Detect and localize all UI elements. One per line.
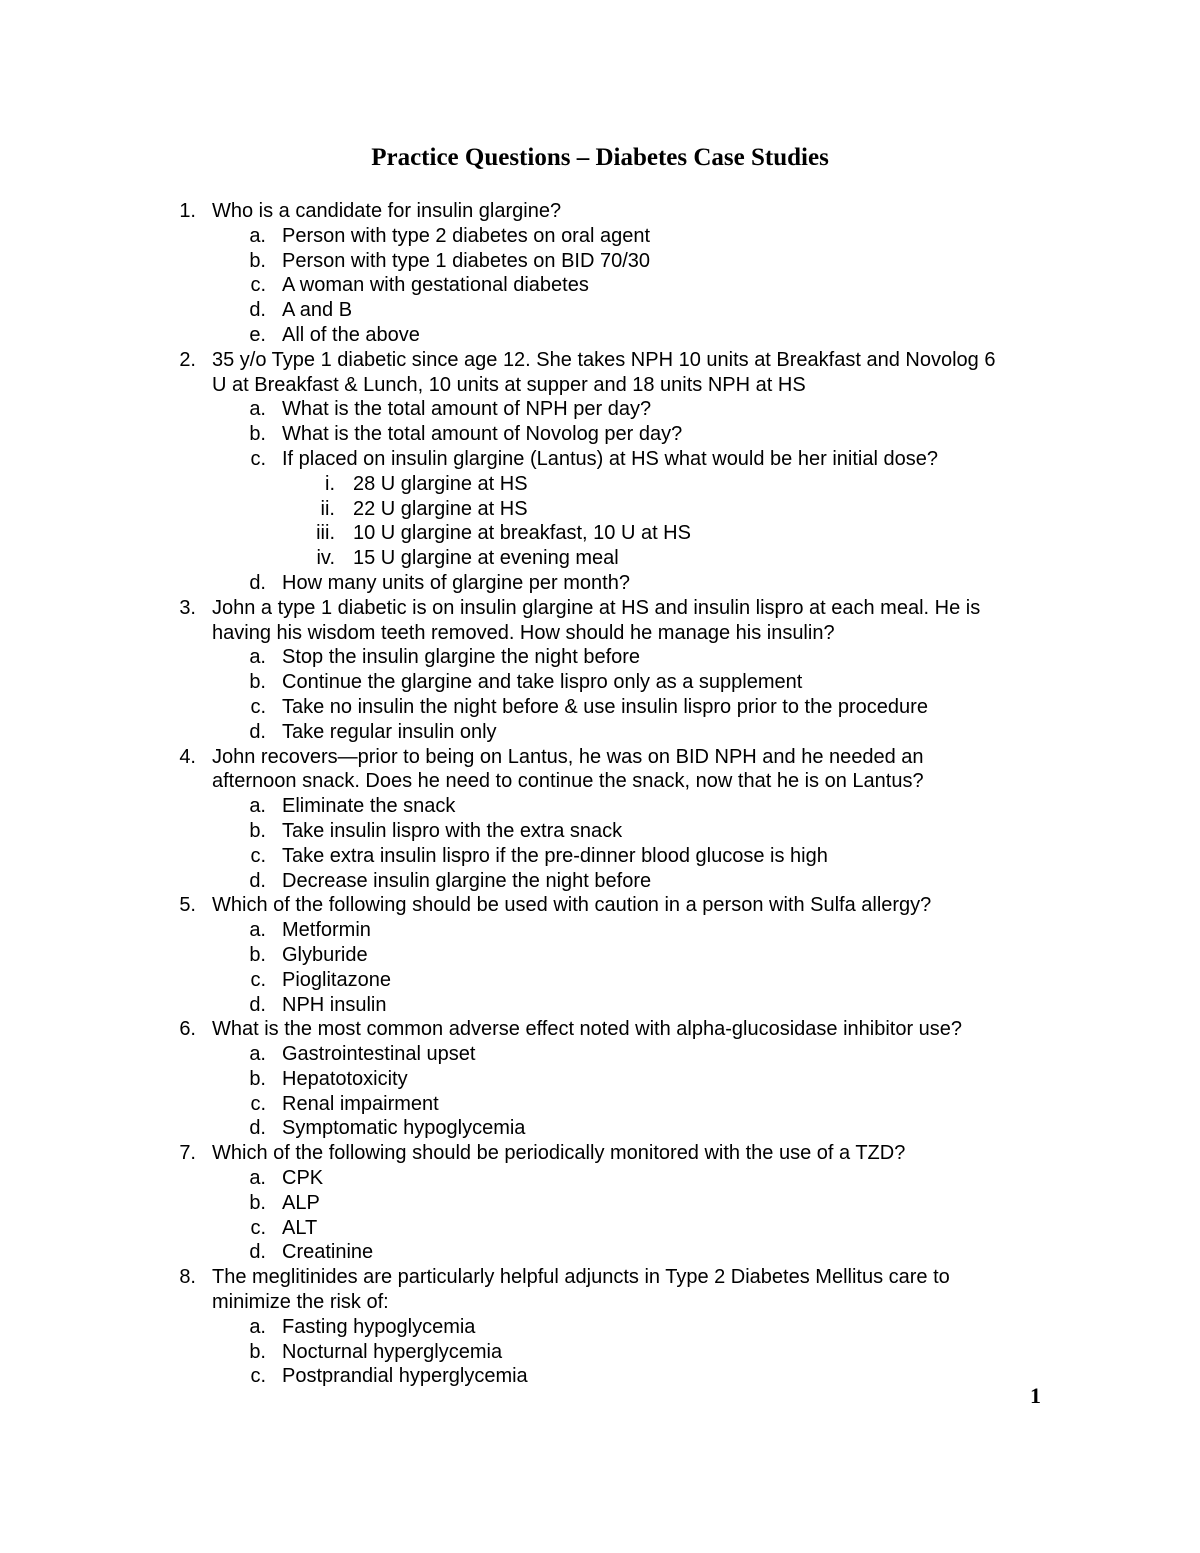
question-3-marker: 3. [179, 596, 196, 619]
answer-option-text: Glyburide [282, 943, 368, 966]
answer-option [0, 695, 1200, 720]
answer-sub-option-marker: iv. [316, 547, 335, 570]
answer-option-marker: a. [249, 1315, 266, 1338]
answer-sub-option [0, 521, 1200, 546]
answer-option-text: Continue the glargine and take lispro only as a supplement [282, 671, 803, 694]
question-3-text: John a type 1 diabetic is on insulin glargine at HS and insulin lispro at each meal. He is [212, 596, 981, 619]
answer-sub-option-text: 28 U glargine at HS [353, 472, 528, 495]
answer-sub-option [0, 472, 1200, 497]
answer-option-marker: d. [249, 869, 266, 892]
answer-option [0, 645, 1200, 670]
answer-option [0, 943, 1200, 968]
answer-option-text: Metformin [282, 919, 371, 942]
answer-option-marker: d. [249, 720, 266, 743]
answer-option-text: What is the total amount of Novolog per day? [282, 423, 683, 446]
question-3-continued [0, 621, 1200, 646]
answer-option [0, 447, 1200, 472]
answer-option-marker: b. [249, 943, 266, 966]
answer-option [0, 1191, 1200, 1216]
answer-option [0, 993, 1200, 1018]
answer-option-text: NPH insulin [282, 993, 387, 1016]
answer-option [0, 298, 1200, 323]
answer-option-text: If placed on insulin glargine (Lantus) at HS what would be her initial dose? [282, 447, 938, 470]
answer-option-marker: b. [249, 1191, 266, 1214]
question-7 [0, 1141, 1200, 1166]
answer-option-marker: d. [249, 299, 266, 322]
question-1-marker: 1. [179, 200, 196, 222]
answer-option [0, 1166, 1200, 1191]
question-8-continued-text: minimize the risk of: [212, 1291, 389, 1314]
answer-option-marker: c. [250, 1365, 266, 1388]
answer-option-marker: b. [249, 423, 266, 446]
answer-option-text: Fasting hypoglycemia [282, 1315, 476, 1338]
answer-option-text: Postprandial hyperglycemia [282, 1365, 528, 1388]
answer-sub-option-marker: i. [325, 472, 335, 495]
question-6-text: What is the most common adverse effect noted with alpha-glucosidase inhibitor use? [212, 1018, 963, 1041]
answer-option [0, 968, 1200, 993]
answer-option-marker: b. [249, 249, 266, 272]
answer-option-text: Symptomatic hypoglycemia [282, 1117, 526, 1140]
answer-option [0, 273, 1200, 298]
answer-option-marker: c. [250, 1216, 266, 1239]
answer-option [0, 1315, 1200, 1340]
answer-option-marker: b. [249, 819, 266, 842]
answer-option-marker: d. [249, 1241, 266, 1264]
page-number: 1 [1030, 1383, 1041, 1408]
answer-option-text: Take regular insulin only [282, 720, 497, 743]
answer-option-text: Take insulin lispro with the extra snack [282, 819, 623, 842]
question-2-continued-text: U at Breakfast & Lunch, 10 units at supper and 18 units NPH at HS [212, 373, 806, 396]
question-8-marker: 8. [179, 1266, 196, 1289]
answer-sub-option [0, 546, 1200, 571]
answer-option-text: All of the above [282, 323, 420, 346]
answer-option [0, 720, 1200, 745]
question-8 [0, 1265, 1200, 1290]
answer-sub-option [0, 497, 1200, 522]
question-3 [0, 596, 1200, 621]
answer-option [0, 670, 1200, 695]
answer-option-marker: a. [249, 646, 266, 669]
answer-option-text: Person with type 1 diabetes on BID 70/30 [282, 249, 651, 272]
answer-option-marker: c. [250, 447, 266, 470]
answer-option [0, 794, 1200, 819]
answer-option [0, 1340, 1200, 1365]
answer-option-text: A and B [282, 299, 353, 322]
question-2 [0, 348, 1200, 373]
answer-option-text: Take extra insulin lispro if the pre-dinner blood glucose is high [282, 844, 828, 867]
answer-option-text: Gastrointestinal upset [282, 1043, 476, 1066]
answer-option-marker: c. [250, 844, 266, 867]
answer-option [0, 918, 1200, 943]
answer-option-text: What is the total amount of NPH per day? [282, 398, 652, 421]
answer-option-marker: a. [249, 398, 266, 421]
answer-option-text: Nocturnal hyperglycemia [282, 1340, 503, 1363]
answer-option-marker: a. [249, 919, 266, 942]
answer-option-marker: d. [249, 993, 266, 1016]
question-4-marker: 4. [179, 745, 196, 768]
answer-option-marker: b. [249, 1067, 266, 1090]
answer-option [0, 323, 1200, 348]
answer-option-text: A woman with gestational diabetes [282, 274, 589, 297]
answer-option-text: Pioglitazone [282, 968, 391, 991]
answer-option-marker: c. [250, 1092, 266, 1115]
question-8-continued [0, 1290, 1200, 1315]
answer-option-text: Renal impairment [282, 1092, 439, 1115]
answer-option-text: ALT [282, 1216, 318, 1239]
answer-option-text: Creatinine [282, 1241, 374, 1264]
answer-option-text: How many units of glargine per month? [282, 571, 630, 594]
answer-option-text: Decrease insulin glargine the night before [282, 869, 652, 892]
question-6 [0, 1017, 1200, 1042]
answer-option-text: Person with type 2 diabetes on oral agent [282, 224, 651, 247]
answer-option [0, 1092, 1200, 1117]
answer-option [0, 1067, 1200, 1092]
answer-option-text: Eliminate the snack [282, 795, 456, 818]
question-4-continued-text: afternoon snack. Does he need to continue the snack, now that he is on Lantus? [212, 770, 924, 793]
answer-option-marker: b. [249, 671, 266, 694]
question-8-text: The meglitinides are particularly helpful adjuncts in Type 2 Diabetes Mellitus care to [212, 1266, 950, 1289]
answer-option-marker: c. [250, 695, 266, 718]
question-5 [0, 893, 1200, 918]
answer-option [0, 1240, 1200, 1265]
answer-option-marker: b. [249, 1340, 266, 1363]
answer-option-text: ALP [282, 1191, 320, 1214]
question-5-marker: 5. [179, 894, 196, 917]
answer-sub-option-marker: iii. [316, 522, 335, 545]
answer-option-text: Hepatotoxicity [282, 1067, 408, 1090]
question-3-continued-text: having his wisdom teeth removed. How should he manage his insulin? [212, 621, 835, 644]
answer-option-text: CPK [282, 1167, 324, 1190]
answer-option [0, 571, 1200, 596]
answer-option [0, 397, 1200, 422]
answer-option-text: Stop the insulin glargine the night before [282, 646, 641, 669]
page-title: Practice Questions – Diabetes Case Studies [371, 144, 829, 171]
question-list [0, 199, 1200, 1389]
question-1-text: Who is a candidate for insulin glargine? [212, 200, 562, 222]
question-1 [0, 199, 1200, 224]
answer-option-text: Take no insulin the night before & use insulin lispro prior to the procedure [282, 695, 928, 718]
answer-option [0, 1116, 1200, 1141]
answer-option-marker: c. [250, 274, 266, 297]
answer-option-marker: a. [249, 1043, 266, 1066]
answer-option [0, 1364, 1200, 1389]
answer-option-marker: d. [249, 571, 266, 594]
question-7-marker: 7. [179, 1142, 196, 1165]
answer-option [0, 1042, 1200, 1067]
answer-option-marker: a. [249, 795, 266, 818]
answer-option [0, 869, 1200, 894]
answer-option-marker: a. [249, 1167, 266, 1190]
answer-option-marker: a. [249, 224, 266, 247]
answer-sub-option-text: 15 U glargine at evening meal [353, 547, 619, 570]
answer-option [0, 224, 1200, 249]
answer-sub-option-text: 22 U glargine at HS [353, 497, 528, 520]
answer-option-marker: c. [250, 968, 266, 991]
answer-sub-option-text: 10 U glargine at breakfast, 10 U at HS [353, 522, 691, 545]
answer-option-marker: e. [249, 323, 266, 346]
question-4 [0, 745, 1200, 770]
answer-option [0, 422, 1200, 447]
question-6-marker: 6. [179, 1018, 196, 1041]
question-2-continued [0, 373, 1200, 398]
question-4-continued [0, 769, 1200, 794]
question-7-text: Which of the following should be periodically monitored with the use of a TZD? [212, 1142, 906, 1165]
question-2-marker: 2. [179, 348, 196, 371]
answer-option [0, 1216, 1200, 1241]
answer-option [0, 249, 1200, 274]
answer-option [0, 844, 1200, 869]
answer-option [0, 819, 1200, 844]
question-2-text: 35 y/o Type 1 diabetic since age 12. She takes NPH 10 units at Breakfast and Novolog 6 [212, 348, 996, 371]
question-5-text: Which of the following should be used with caution in a person with Sulfa allergy? [212, 894, 932, 917]
answer-sub-option-marker: ii. [320, 497, 335, 520]
answer-option-marker: d. [249, 1117, 266, 1140]
question-4-text: John recovers—prior to being on Lantus, he was on BID NPH and he needed an [212, 745, 924, 768]
